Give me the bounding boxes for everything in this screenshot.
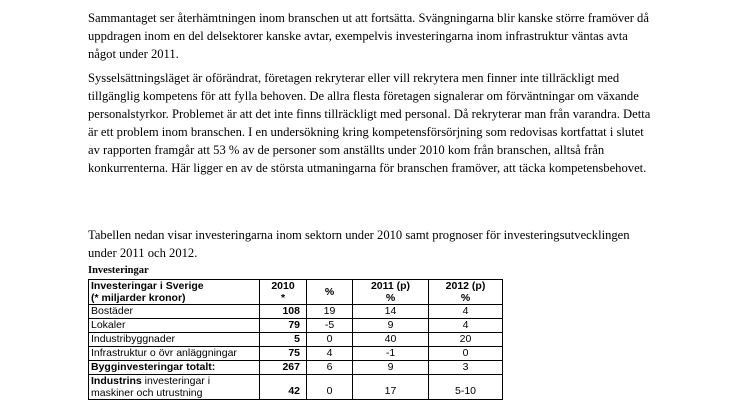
- row-2010: 108: [260, 305, 307, 319]
- table-row-industry: [89, 375, 503, 400]
- paragraph-employment: Sysselsättningsläget är oförändrat, företagen rekryterar eller vill rekrytera men finner inte tillräckligt med tillgänglig kompetens för att fylla behoven. De allra flesta företagen signalerar om förväntningar om växande personalstyrkor. Problemet är att det inte finns tillräckligt med personal. Då rekryterar man från varandra. Detta är ett problem inom branschen. I en undersökning kring kompetensförsörjning som redovisas kortfattat i slutet av rapporten framgår att 53 % av de personer som anställts under 2010 kom från branschen, alltså från konkurrenterna. Här ligger en av de största utmaningarna för branschen framöver, att täcka kompetensbehovet.: [88, 71, 651, 175]
- header-pct-cell: %: [307, 280, 353, 305]
- table-row: [89, 333, 503, 347]
- table-row-total: [89, 361, 503, 375]
- row-pct: 19: [307, 305, 353, 319]
- row-label: [89, 375, 260, 400]
- table-row: [89, 319, 503, 333]
- row-2012: 3: [429, 361, 503, 375]
- paragraph-table-intro: Tabellen nedan visar investeringarna inom sektorn under 2010 samt prognoser för investeringsutvecklingen under 2011 och 2012.: [88, 228, 630, 260]
- table-caption: Investeringar: [88, 265, 149, 276]
- row-2010: 5: [260, 333, 307, 347]
- table-row: [89, 347, 503, 361]
- row-2012: 5-10: [429, 375, 503, 400]
- row-pct: 4: [307, 347, 353, 361]
- row-2011: 17: [353, 375, 429, 400]
- row-2011: 9: [353, 319, 429, 333]
- row-pct: 0: [307, 375, 353, 400]
- row-2012: 0: [429, 347, 503, 361]
- table-header-row: [89, 280, 503, 305]
- header-2011-cell: [353, 280, 429, 305]
- investments-table: [88, 279, 503, 400]
- row-2011: 9: [353, 361, 429, 375]
- row-2011: -1: [353, 347, 429, 361]
- header-label-cell: [89, 280, 260, 305]
- row-label-rest: investeringar i: [141, 375, 211, 387]
- row-pct: 6: [307, 361, 353, 375]
- header-2010-line1: 2010: [271, 280, 295, 292]
- row-label-bold: Industrins: [91, 375, 142, 387]
- row-label: Lokaler: [89, 319, 260, 333]
- header-2012-line2: %: [460, 292, 471, 304]
- header-2012-line1: 2012 (p): [445, 280, 486, 292]
- row-label: Infrastruktur o övr anläggningar: [89, 347, 260, 361]
- row-2012: 20: [429, 333, 503, 347]
- row-pct: -5: [307, 319, 353, 333]
- header-2010-cell: [260, 280, 307, 305]
- row-2011: 40: [353, 333, 429, 347]
- row-2010: 79: [260, 319, 307, 333]
- row-label: Industribyggnader: [89, 333, 260, 347]
- row-2010: 75: [260, 347, 307, 361]
- paragraph-recovery: Sammantaget ser återhämtningen inom branschen ut att fortsätta. Svängningarna blir kanske större framöver då uppdragen inom en del delsektorer kanske avtar, exempelvis investeringarna inom infrastruktur väntas avta något under 2011.: [88, 11, 649, 61]
- header-label-line1: Investeringar i Sverige: [91, 280, 204, 292]
- row-2012: 4: [429, 319, 503, 333]
- row-2011: 14: [353, 305, 429, 319]
- row-2010: 42: [260, 375, 307, 400]
- row-label-line2: maskiner och utrustning: [91, 387, 203, 399]
- header-label-line2: (* miljarder kronor): [91, 292, 186, 304]
- header-2011-line2: %: [385, 292, 396, 304]
- row-2010: 267: [260, 361, 307, 375]
- header-2011-line1: 2011 (p): [370, 280, 411, 292]
- row-2012: 4: [429, 305, 503, 319]
- header-2012-cell: [429, 280, 503, 305]
- header-2010-line2: *: [280, 292, 286, 304]
- row-label: Bygginvesteringar totalt:: [89, 361, 260, 375]
- row-pct: 0: [307, 333, 353, 347]
- row-label: Bostäder: [89, 305, 260, 319]
- table-row: [89, 305, 503, 319]
